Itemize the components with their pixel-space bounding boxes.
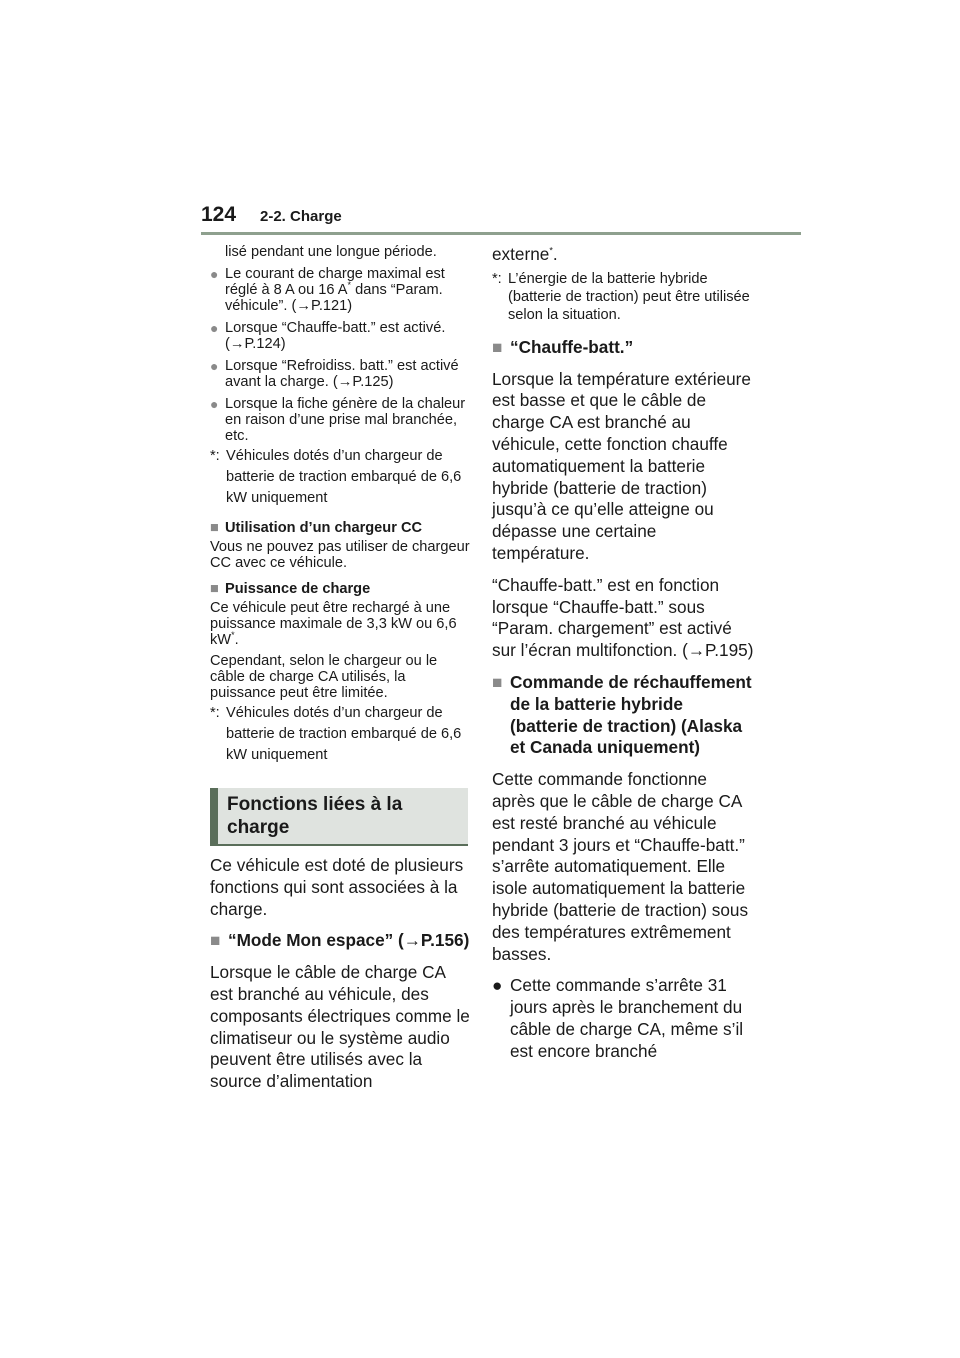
continued-text: lisé pendant une longue période.: [225, 244, 437, 260]
continued-text: externe*.: [492, 244, 558, 264]
left-column: [210, 244, 470, 1093]
paragraph: Ce véhicule est doté de plusieurs fonctions qui sont associées à la charge.: [210, 855, 464, 919]
subheading-command: ■ Commande de réchauffement de la batterie hybride (batterie de traction) (Alaska et Canada uniquement): [492, 671, 752, 758]
bullet-icon: ●: [210, 266, 219, 282]
list-item: [210, 320, 470, 352]
footnote-text: Véhicules dotés d’un chargeur de batterie de traction embarqué de 6,6 kW uniquement: [226, 448, 462, 506]
footnote-text: L’énergie de la batterie hybride (batterie de traction) peut être utilisée selon la situation.: [508, 270, 750, 323]
right-column: [492, 244, 754, 1063]
paragraph: Vous ne pouvez pas utiliser de chargeur CC avec ce véhicule.: [210, 539, 470, 571]
bullet-icon: ●: [210, 396, 219, 412]
list-item-text: Lorsque “Refroidiss. batt.” est activé avant la charge. (→P.125): [225, 358, 459, 390]
list-item-text: Lorsque “Chauffe-batt.” est activé. (→P.124): [225, 320, 446, 352]
paragraph: Lorsque le câble de charge CA est branché au véhicule, des composants électriques comme le climatiseur ou le système audio peuvent être utilisés avec la source d’alimentation: [210, 962, 470, 1092]
paragraph: Cette commande fonctionne après que le câble de charge CA est resté branché au véhicule pendant 3 jours et “Chauffe-batt.” s’arrête automatiquement. Elle isole automatiquement la batterie hybride (batterie de traction) sous des températures extrêmement basses.: [492, 769, 749, 964]
bullet-icon: ●: [210, 358, 219, 374]
header-divider: [201, 232, 801, 235]
paragraph: Cependant, selon le chargeur ou le câble de charge CA utilisés, la puissance peut être limitée.: [210, 653, 438, 701]
footnote-mark: *:: [492, 270, 502, 287]
footnote: [492, 270, 754, 324]
paragraph: “Chauffe-batt.” est en fonction lorsque “Chauffe-batt.” sous “Param. chargement” est activé sur l’écran multifonction. (→P.195): [492, 574, 754, 661]
footnote: [210, 446, 470, 509]
list-item: ● Le courant de charge maximal est réglé à 8 A ou 16 A* dans “Param. véhicule”. (→P.121): [210, 266, 445, 314]
list-item-text-suffix: dans “Param. véhicule”. (→P.121): [225, 282, 443, 314]
square-bullet-icon: ■: [492, 671, 503, 692]
square-bullet-icon: ■: [210, 520, 219, 536]
subheading-heat: ■ “Chauffe-batt.”: [492, 336, 634, 357]
footnote-mark: *:: [210, 705, 220, 721]
square-bullet-icon: ■: [210, 930, 221, 951]
square-bullet-icon: ■: [492, 336, 503, 357]
list-item-text: Cette commande s’arrête 31 jours après le branchement du câble de charge CA, même s’il est encore branché: [510, 975, 744, 1061]
bullet-icon: ●: [210, 320, 219, 336]
subheading-power: ■ Puissance de charge: [210, 581, 371, 597]
square-bullet-icon: ■: [210, 581, 219, 597]
list-item-text: Lorsque la fiche génère de la chaleur en raison d’une prise mal branchée, etc.: [225, 396, 466, 444]
footnote: [210, 703, 470, 766]
list-item: [492, 975, 754, 1062]
page-number: 124: [201, 203, 237, 226]
list-item: [210, 396, 470, 444]
list-item: [210, 358, 470, 390]
section-title: 2-2. Charge: [260, 208, 342, 225]
section-banner: Fonctions liées à la charge: [210, 788, 468, 846]
list-item-text: Le courant de charge maximal est réglé à 8 A ou 16 A: [225, 266, 445, 298]
disc-bullet-icon: ●: [492, 975, 503, 996]
footnote-mark: *:: [210, 448, 220, 464]
paragraph: Ce véhicule peut être rechargé à une puissance maximale de 3,3 kW ou 6,6 kW*.: [210, 600, 457, 648]
paragraph: Lorsque la température extérieure est basse et que le câble de charge CA est branché au véhicule, cette fonction chauffe automatiquement la batterie hybride (batterie de traction) jusqu’à ce qu’elle atteigne ou dépasse une certaine température.: [492, 368, 751, 563]
subheading-cc: ■ Utilisation d’un chargeur CC: [210, 520, 423, 536]
subheading-mode: ■ “Mode Mon espace” (→P.156): [210, 930, 470, 951]
footnote-text: Véhicules dotés d’un chargeur de batterie de traction embarqué de 6,6 kW uniquement: [226, 705, 462, 763]
